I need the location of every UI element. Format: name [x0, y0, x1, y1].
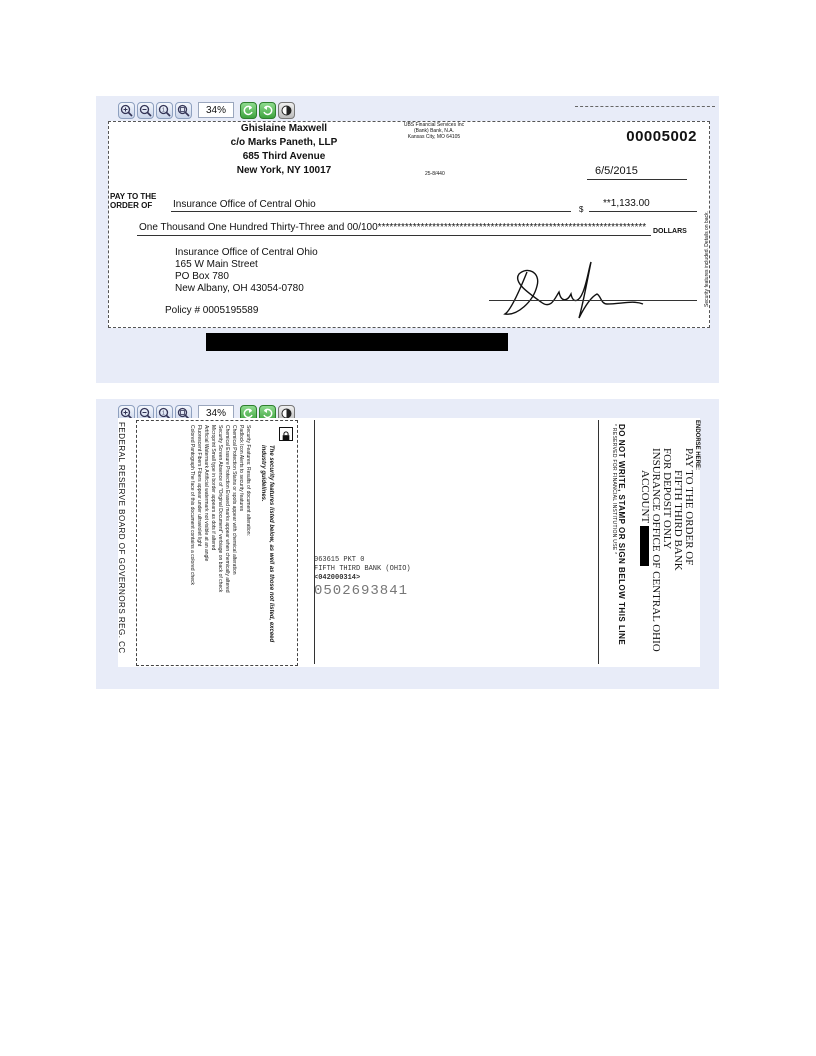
routing-fraction: 25-8/440: [425, 171, 445, 177]
endorsement-line5: ACCOUNT: [639, 470, 651, 523]
actual-size-icon: [158, 104, 171, 117]
security-note: [703, 144, 713, 314]
check-number: 00005002: [626, 128, 697, 145]
address-line3: PO Box 780: [175, 271, 229, 282]
policy-number: Policy # 0005195589: [165, 305, 259, 316]
security-row: Padlock Icon Alerts to security features: [238, 425, 244, 512]
payee-name: Insurance Office of Central Ohio: [173, 199, 316, 210]
check-back: [118, 418, 700, 667]
pay-to-label-2: ORDER OF: [110, 201, 153, 210]
security-row: Microprint Small type in border appears as dots if altered: [210, 425, 216, 551]
rotate-right-icon: [261, 104, 274, 117]
security-row: Artificial Watermark Artificial watermark not visible at an angle: [203, 425, 209, 562]
security-row: Chemical Protection Stains or spots appear with chemical alteration: [231, 425, 237, 575]
payee-address: [175, 247, 318, 295]
security-row: Fluorescent Fibers Fibers appear under ultraviolet light: [196, 425, 202, 547]
check-date: 6/5/2015: [595, 165, 638, 177]
fit-button[interactable]: [175, 102, 192, 119]
padlock-icon: [279, 427, 293, 441]
rotate-left-icon: [242, 104, 255, 117]
bank-stamp: [314, 556, 411, 599]
federal-reserve-text: FEDERAL RESERVE BOARD OF GOVERNORS REG. CC: [117, 422, 126, 654]
written-line: [137, 235, 651, 236]
zoom-out-icon: [139, 104, 152, 117]
security-row: Colored Pantograph The face of this document contains a colored check: [189, 425, 195, 586]
zoom-level-field[interactable]: 34%: [198, 405, 234, 421]
address-line1: Insurance Office of Central Ohio: [175, 247, 318, 258]
amount-line: [589, 211, 697, 212]
check-amount: **1,133.00: [603, 198, 650, 209]
amount-written: One Thousand One Hundred Thirty-Three and 00/100*********************************************************************: [139, 222, 647, 233]
restriction-line: [598, 420, 599, 664]
payer-block: [204, 122, 364, 178]
stamp-number: 0502693841: [314, 583, 409, 599]
payer-street: 685 Third Avenue: [242, 151, 326, 162]
endorsement-line1: PAY TO THE ORDER OF: [683, 448, 695, 566]
check-front-panel: [96, 96, 719, 383]
rotate-right-button[interactable]: [259, 102, 276, 119]
bank-line2: (Bank) Bank, N.A.: [413, 128, 454, 134]
signature: [497, 252, 647, 322]
security-row: Security Features: Results of document alteration:: [245, 425, 251, 536]
restriction-text: [611, 424, 626, 645]
signature-line: [489, 300, 697, 301]
bank-block: [394, 122, 474, 140]
account-redaction: [640, 526, 649, 566]
divider-line: [314, 420, 315, 664]
viewer-toolbar-front: [118, 101, 295, 119]
check-front: [108, 121, 710, 328]
security-row: Security Screen Absence of "Original Document" verbiage on back of check: [217, 425, 223, 593]
stamp-line3: <042000314>: [314, 574, 361, 582]
zoom-in-button[interactable]: [118, 102, 135, 119]
dollars-label: DOLLARS: [653, 228, 687, 235]
security-note-text: Security features included. Details on back.: [704, 211, 710, 307]
redaction-bar: [206, 333, 508, 351]
endorsement-line2: FIFTH THIRD BANK: [672, 470, 684, 571]
endorsement-line4: INSURANCE OFFICE OF CENTRAL OHIO: [650, 448, 662, 652]
security-features-box: [136, 420, 298, 666]
security-intro: The security features listed below, as well as those not listed, exceed industry guidelines.: [260, 445, 274, 643]
security-rows: [188, 425, 251, 593]
endorse-label: ENDORSE HERE:: [694, 420, 700, 471]
endorsement-area: [639, 420, 700, 652]
actual-size-button[interactable]: [156, 102, 173, 119]
pay-to-label: [110, 192, 156, 210]
zoom-level-field[interactable]: 34%: [198, 102, 234, 118]
dashed-border-top: [575, 106, 715, 107]
federal-reserve-column: [118, 418, 134, 667]
contrast-button[interactable]: [278, 102, 295, 119]
pay-to-label-1: PAY TO THE: [110, 192, 157, 201]
stamp-line1: 063615 PKT 0: [314, 556, 365, 564]
restriction-line1: DO NOT WRITE, STAMP OR SIGN BELOW THIS LINE: [617, 424, 626, 646]
fit-icon: [177, 104, 190, 117]
contrast-icon: [280, 104, 293, 117]
bank-line1: UBS Financial Services Inc: [403, 122, 465, 128]
restriction-line2: * RESERVED FOR FINANCIAL INSTITUTION USE *: [611, 424, 617, 555]
check-back-panel: [96, 399, 719, 689]
payer-care-of: c/o Marks Paneth, LLP: [230, 137, 338, 148]
svg-text:1: 1: [162, 410, 165, 416]
endorsement-line3: FOR DEPOSIT ONLY: [661, 448, 673, 550]
security-row: Chemical Erasure Protection Erased marks appear when chemically altered: [224, 425, 230, 593]
svg-text:1: 1: [162, 107, 165, 113]
address-line4: New Albany, OH 43054-0780: [175, 283, 304, 294]
date-line: [587, 179, 687, 180]
zoom-in-icon: [120, 104, 133, 117]
rotate-left-button[interactable]: [240, 102, 257, 119]
bank-line3: Kansas City, MO 64105: [407, 134, 461, 140]
payer-city: New York, NY 10017: [236, 165, 332, 176]
dollar-sign: $: [579, 205, 584, 214]
zoom-out-button[interactable]: [137, 102, 154, 119]
payer-name: Ghislaine Maxwell: [240, 123, 328, 134]
stamp-line2: FIFTH THIRD BANK (OHIO): [314, 565, 411, 573]
address-line2: 165 W Main Street: [175, 259, 258, 270]
payee-line: [171, 211, 571, 212]
